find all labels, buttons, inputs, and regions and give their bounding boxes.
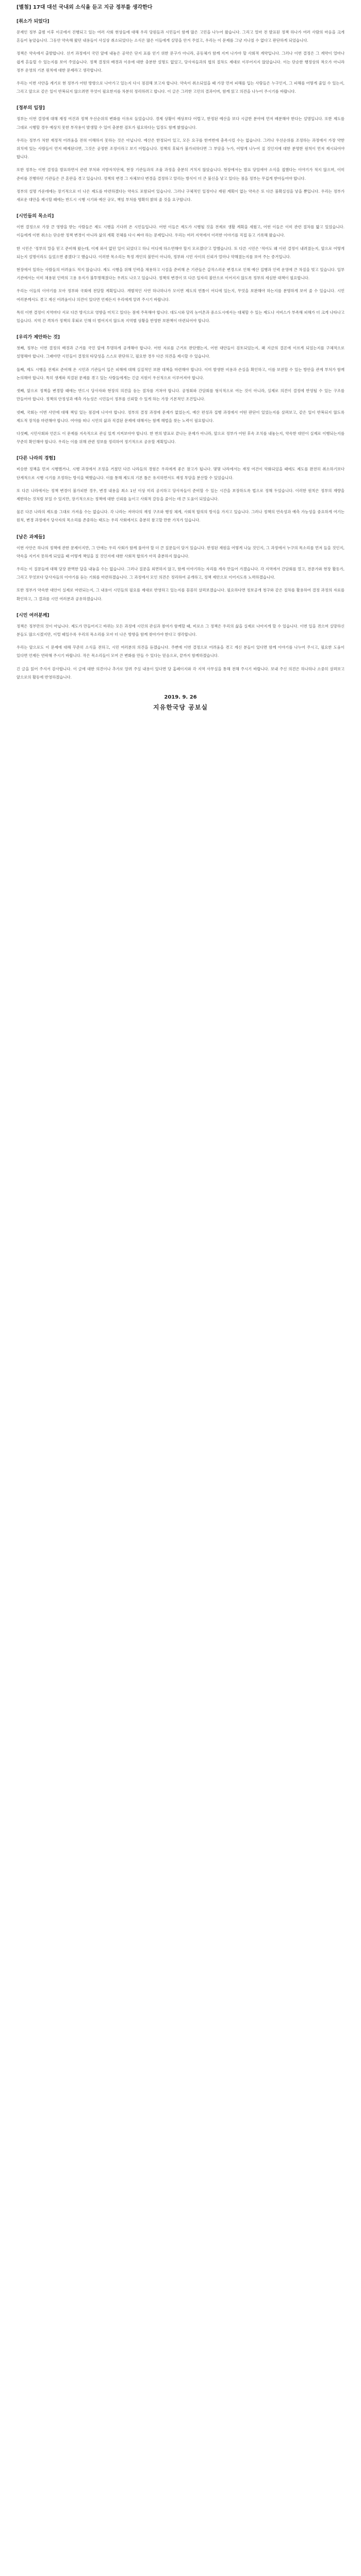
- section-paragraph: 특히 이번 결정이 지역마다 서로 다른 방식으로 영향을 미치고 있다는 점에 주목해야 합니다. 대도시와 달리 농어촌과 중소도시에서는 대체할 수 있는 제도나 서비스가 부족해 피해가 더 크게 나타나고 있습니다. 지역 간 격차가 정책의 후퇴로 인해 더 벌어지지 않도록 지역별 상황을 반영한 보완책이 마련되어야 합니다.: [17, 310, 344, 324]
- section-paragraph: 이번 사안은 하나의 정책에 관한 문제이지만, 그 안에는 우리 사회가 함께 풀어야 할 더 큰 질문들이 담겨 있습니다. 한정된 재원을 어떻게 나눌 것인지, 그 과정에서 누구의 목소리를 먼저 들을 것인지, 약속을 지키지 못하게 되었을 때 어떻게 책임을 질 것인지에 대한 사회적 합의가 아직 충분하지 않습니다.: [17, 545, 344, 558]
- section-paragraph: 우리는 이 질문들에 대해 당장 완벽한 답을 내놓을 수는 없습니다. 그러나 질문을 외면하지 않고, 함께 이야기하는 자리를 계속 만들어 가겠습니다. 각 지역에서 간담회를 열고, 전문가와 현장 활동가, 그리고 무엇보다 당사자들의 이야기를 듣는 기회를 마련하겠습니다. 그 과정에서 모인 의견은 정리하여 공개하고, 정책 제안으로 이어지도록 노력하겠습니다.: [17, 566, 344, 580]
- section-paragraph: 이번 결정으로 가장 큰 영향을 받는 사람들은 제도 시행을 기다려 온 시민들입니다. 어떤 이들은 제도가 시행될 것을 전제로 생활 계획을 세웠고, 어떤 이들은 이미 관련 절차를 밟고 있었습니다. 이들에게 이번 취소는 단순한 정책 변경이 아니라 삶의 계획 전체를 다시 짜야 하는 문제입니다. 우리는 여러 지역에서 이러한 이야기를 직접 듣고 기록해 왔습니다.: [17, 225, 344, 238]
- document-section: [17, 334, 344, 446]
- section-heading: [시민들의 목소리]: [17, 214, 54, 219]
- section-paragraph: 우리는 정부가 처한 재정적 어려움을 전혀 이해하지 못하는 것은 아닙니다. 예산은 한정되어 있고, 모든 요구를 한꺼번에 충족시킬 수는 없습니다. 그러나 우선순위를 조정하는 과정에서 가장 약한 위치에 있는 사람들이 먼저 배제된다면, 그것은 공정한 조정이라고 보기 어렵습니다. 정책의 후퇴가 불가피하다면 그 부담을 누가, 어떻게 나누어 질 것인지에 대한 분명한 원칙이 먼저 제시되어야 합니다.: [17, 138, 344, 160]
- document-section: [17, 613, 344, 682]
- section-paragraph: 넷째, 국회는 이번 사안에 대해 책임 있는 점검에 나서야 합니다. 정부의 결정 과정에 문제가 없었는지, 예산 편성과 집행 과정에서 어떤 판단이 있었는지를 살펴보고, 같은 일이 반복되지 않도록 제도적 장치를 마련해야 합니다. 여야를 떠나 시민의 삶과 직결된 문제에 대해서는 함께 해법을 찾는 노력이 필요합니다.: [17, 410, 344, 423]
- section-paragraph: 비슷한 정책을 먼저 시행했거나, 시행 과정에서 조정을 거쳤던 다른 나라들의 경험은 우리에게 좋은 참고가 됩니다. 몇몇 나라에서는 재정 여건이 악화되었을 때에도 제도를 완전히 취소하기보다 단계적으로 시행 시기를 조정하는 방식을 택했습니다. 이를 통해 제도의 기본 틀은 유지하면서도 재정 부담을 분산할 수 있었습니다.: [17, 467, 344, 480]
- document-section: [17, 213, 344, 325]
- section-paragraph: 긴 글을 읽어 주셔서 감사합니다. 이 글에 대한 의견이나 추가로 알려 주실 내용이 있다면 당 홈페이지와 각 지역 사무실을 통해 전해 주시기 바랍니다. 보내 주신 의견은 하나하나 소중히 살펴보고 앞으로의 활동에 반영하겠습니다.: [17, 666, 344, 680]
- closing-block: [17, 693, 344, 713]
- section-paragraph: 현장에서 일하는 사람들의 어려움도 적지 않습니다. 제도 시행을 위해 인력을 채용하고 시설을 준비해 온 기관들은 갑작스러운 변경으로 인해 예산 집행과 인력 운영에 큰 차질을 빚고 있습니다. 일부 기관에서는 이미 채용된 인력의 고용 유지가 불투명해졌다는 우려도 나오고 있습니다. 정책의 변경이 또 다른 일자리 불안으로 이어지지 않도록 정부의 세심한 대책이 필요합니다.: [17, 267, 344, 281]
- section-heading: [시민 여러분께]: [17, 613, 50, 618]
- section-paragraph: 또 다른 나라에서는 정책 변경이 불가피한 경우, 변경 내용을 최소 1년 이상 미리 공지하고 당사자들이 준비할 수 있는 시간을 보장하도록 법으로 정해 두었습니다. 이러한 원칙은 정부의 재량을 제한하는 것처럼 보일 수 있지만, 장기적으로는 정책에 대한 신뢰를 높이고 사회적 갈등을 줄이는 데 큰 도움이 되었습니다.: [17, 488, 344, 501]
- section-paragraph: 정부는 이번 결정에 대해 재정 여건과 정책 우선순위의 변화를 이유로 들었습니다. 경제 상황이 예상보다 어렵고, 한정된 예산을 보다 시급한 분야에 먼저 배분해야 한다는 설명입니다. 또한 제도를 그대로 시행할 경우 예상치 못한 부작용이 발생할 수 있어 충분한 검토가 필요하다는 입장도 함께 밝혔습니다.: [17, 116, 344, 130]
- document-section: [17, 455, 344, 524]
- section-paragraph: 둘째, 제도 시행을 전제로 준비해 온 시민과 기관들이 입은 피해에 대해 실질적인 보완 대책을 마련해야 합니다. 이미 발생한 비용과 손실을 확인하고, 이를 보전할 수 있는 방안을 관계 부처가 함께 논의해야 합니다. 특히 생계와 직결된 문제를 겪고 있는 사람들에게는 긴급 지원이 우선적으로 이루어져야 합니다.: [17, 367, 344, 380]
- section-heading: [정부의 입장]: [17, 106, 45, 111]
- document-section: [17, 534, 344, 603]
- section-paragraph: 우리는 앞으로도 이 문제에 대해 꾸준히 소식을 전하고, 시민 여러분의 의견을 듣겠습니다. 주변에 이번 결정으로 어려움을 겪고 계신 분들이 있다면 함께 이야기를 나누어 주시고, 필요한 도움이 있다면 언제든 연락해 주시기 바랍니다. 작은 목소리들이 모여 큰 변화를 만들 수 있다는 믿음으로, 끝까지 함께하겠습니다.: [17, 645, 344, 658]
- section-heading: [취소가 되었다]: [17, 19, 50, 24]
- section-paragraph: 정책은 약속에서 출발합니다. 선거 과정에서 국민 앞에 내놓은 공약은 단지 표를 얻기 위한 문구가 아니라, 공동체가 함께 지켜 나가야 할 사회적 계약입니다. 그러나 이번 결정은 그 계약이 얼마나 쉽게 흔들릴 수 있는지를 보여 주었습니다. 정책 결정의 배경과 이유에 대한 충분한 설명도 없었고, 당사자들과의 협의 절차도 제대로 이루어지지 않았습니다. 이는 단순한 행정상의 착오가 아니라 정부 운영의 기본 원칙에 대한 문제라고 생각합니다.: [17, 51, 344, 73]
- section-heading: [우리가 제안하는 것]: [17, 335, 60, 341]
- section-paragraph: 또한 정부는 이번 결정을 발표하면서 관련 부처와 지방자치단체, 현장 기관들과의 조율 과정을 충분히 거치지 않았습니다. 현장에서는 발표 당일에야 소식을 접했다는 이야기가 적지 않으며, 이미 준비를 진행하던 기관들은 큰 혼란을 겪고 있습니다. 정책의 변경 그 자체보다 변경을 결정하고 알리는 방식이 더 큰 불신을 낳고 있다는 점을 정부는 무겁게 받아들여야 합니다.: [17, 167, 344, 181]
- document-title: [별첨] 17대 대선 국내외 소식을 듣고 지금 정부를 생각한다: [17, 5, 153, 10]
- section-paragraph: 한 시민은 '정부의 말을 믿고 준비해 왔는데, 이제 와서 없던 일이 되었다고 하니 어디에 하소연해야 할지 모르겠다'고 말했습니다. 또 다른 시민은 '적어도 왜 이런 결정이 내려졌는지, 앞으로 어떻게 되는지 설명이라도 들었으면 좋겠다'고 했습니다. 이러한 목소리는 특정 개인의 불만이 아니라, 정부와 시민 사이의 신뢰가 얼마나 약해졌는지를 보여 주는 증거입니다.: [17, 246, 344, 259]
- section-paragraph: 우리는 이들의 이야기를 모아 정부와 국회에 전달할 계획입니다. 개별적인 사연 하나하나가 모이면 제도의 빈틈이 어디에 있는지, 무엇을 보완해야 하는지를 분명하게 보여 줄 수 있습니다. 시민 여러분께서도 겪고 계신 어려움이나 의견이 있다면 언제든지 우리에게 알려 주시기 바랍니다.: [17, 289, 344, 302]
- section-paragraph: 첫째, 정부는 이번 결정의 배경과 근거를 국민 앞에 투명하게 공개해야 합니다. 어떤 자료를 근거로 판단했는지, 어떤 대안들이 검토되었는지, 왜 지금의 결론에 이르게 되었는지를 구체적으로 설명해야 합니다. 그래야만 시민들이 결정의 타당성을 스스로 판단하고, 필요한 경우 다른 의견을 제시할 수 있습니다.: [17, 346, 344, 359]
- section-paragraph: 다섯째, 시민사회와 언론도 이 문제를 지속적으로 관심 있게 지켜보아야 합니다. 한 번의 발표로 끝나는 문제가 아니라, 앞으로 정부가 어떤 후속 조치를 내놓는지, 약속한 대안이 실제로 이행되는지를 꾸준히 확인해야 합니다. 우리는 이를 위해 관련 정보를 정리하여 정기적으로 공유할 계획입니다.: [17, 431, 344, 445]
- section-paragraph: 물론 다른 나라의 제도를 그대로 가져올 수는 없습니다. 각 나라는 저마다의 재정 구조와 행정 체계, 사회적 합의의 방식을 가지고 있습니다. 그러나 정책의 연속성과 예측 가능성을 중요하게 여기는 원칙, 변경 과정에서 당사자의 목소리를 존중하는 태도는 우리 사회에서도 충분히 참고할 만한 가치가 있습니다.: [17, 510, 344, 523]
- section-heading: [다른 나라의 경험]: [17, 456, 56, 462]
- document-section: [17, 105, 344, 204]
- section-paragraph: 셋째, 앞으로 정책을 변경할 때에는 반드시 당사자와 현장의 의견을 듣는 절차를 거쳐야 합니다. 공청회와 간담회를 형식적으로 여는 것이 아니라, 실제로 의견이 결정에 반영될 수 있는 구조를 만들어야 합니다. 정책의 안정성과 예측 가능성은 시민들이 정부를 신뢰할 수 있게 하는 가장 기본적인 조건입니다.: [17, 388, 344, 402]
- section-paragraph: 정책은 정부만의 것이 아닙니다. 제도가 만들어지고 바뀌는 모든 과정에 시민의 관심과 참여가 함께할 때, 비로소 그 정책은 우리의 삶을 실제로 나아지게 할 수 있습니다. 이번 일을 겪으며 실망하신 분들도 많으시겠지만, 이럴 때일수록 우리의 목소리를 모아 더 나은 방향을 함께 찾아가야 한다고 생각합니다.: [17, 623, 344, 637]
- document-section: [17, 19, 344, 96]
- section-paragraph: 우리는 이번 사안을 계기로 현 정부가 어떤 방향으로 나아가고 있는지 다시 점검해 보고자 합니다. 약속이 취소되었을 때 가장 먼저 피해를 입는 사람들은 누구인지, 그 피해를 어떻게 줄일 수 있는지, 그리고 앞으로 같은 일이 반복되지 않으려면 무엇이 필요한지를 차분히 정리하려고 합니다. 이 글은 그러한 고민의 결과이며, 함께 읽고 의견을 나누어 주시기를 바랍니다.: [17, 81, 344, 94]
- section-paragraph: 문재인 정부 출범 이후 이곳에서 진행되고 있는 여러 사회 현상들에 대해 우리 당원들과 시민들이 함께 많은 고민을 나누어 왔습니다. 그리고 얼마 전 발표된 정책 하나가 여러 사람의 마음을 크게 흔들어 놓았습니다. 그동안 약속해 왔던 내용들이 사실상 취소되었다는 소식은 많은 이들에게 실망을 안겨 주었고, 우리는 이 문제를 그냥 지나칠 수 없다고 판단하게 되었습니다.: [17, 30, 344, 43]
- closing-organization: 지유한국당 공보실: [153, 703, 208, 711]
- section-paragraph: 정부의 설명 가운데에는 장기적으로 더 나은 제도를 마련하겠다는 약속도 포함되어 있습니다. 그러나 구체적인 일정이나 재원 계획이 없는 약속은 또 다른 불확실성을 낳을 뿐입니다. 우리는 정부가 새로운 대안을 제시할 때에는 반드시 시행 시기와 예산 규모, 책임 부처를 명확히 밝혀 줄 것을 요구합니다.: [17, 189, 344, 202]
- document-body: [17, 19, 344, 682]
- closing-date: 2019. 9. 26: [164, 694, 197, 700]
- section-paragraph: 또한 정부가 약속한 대안이 실제로 마련되는지, 그 내용이 시민들의 필요를 제대로 반영하고 있는지를 꼼꼼히 살펴보겠습니다. 필요하다면 정보공개 청구와 같은 절차를 활용하여 결정 과정의 자료를 확인하고, 그 결과를 시민 여러분과 공유하겠습니다.: [17, 588, 344, 601]
- section-heading: [남은 과제들]: [17, 534, 45, 540]
